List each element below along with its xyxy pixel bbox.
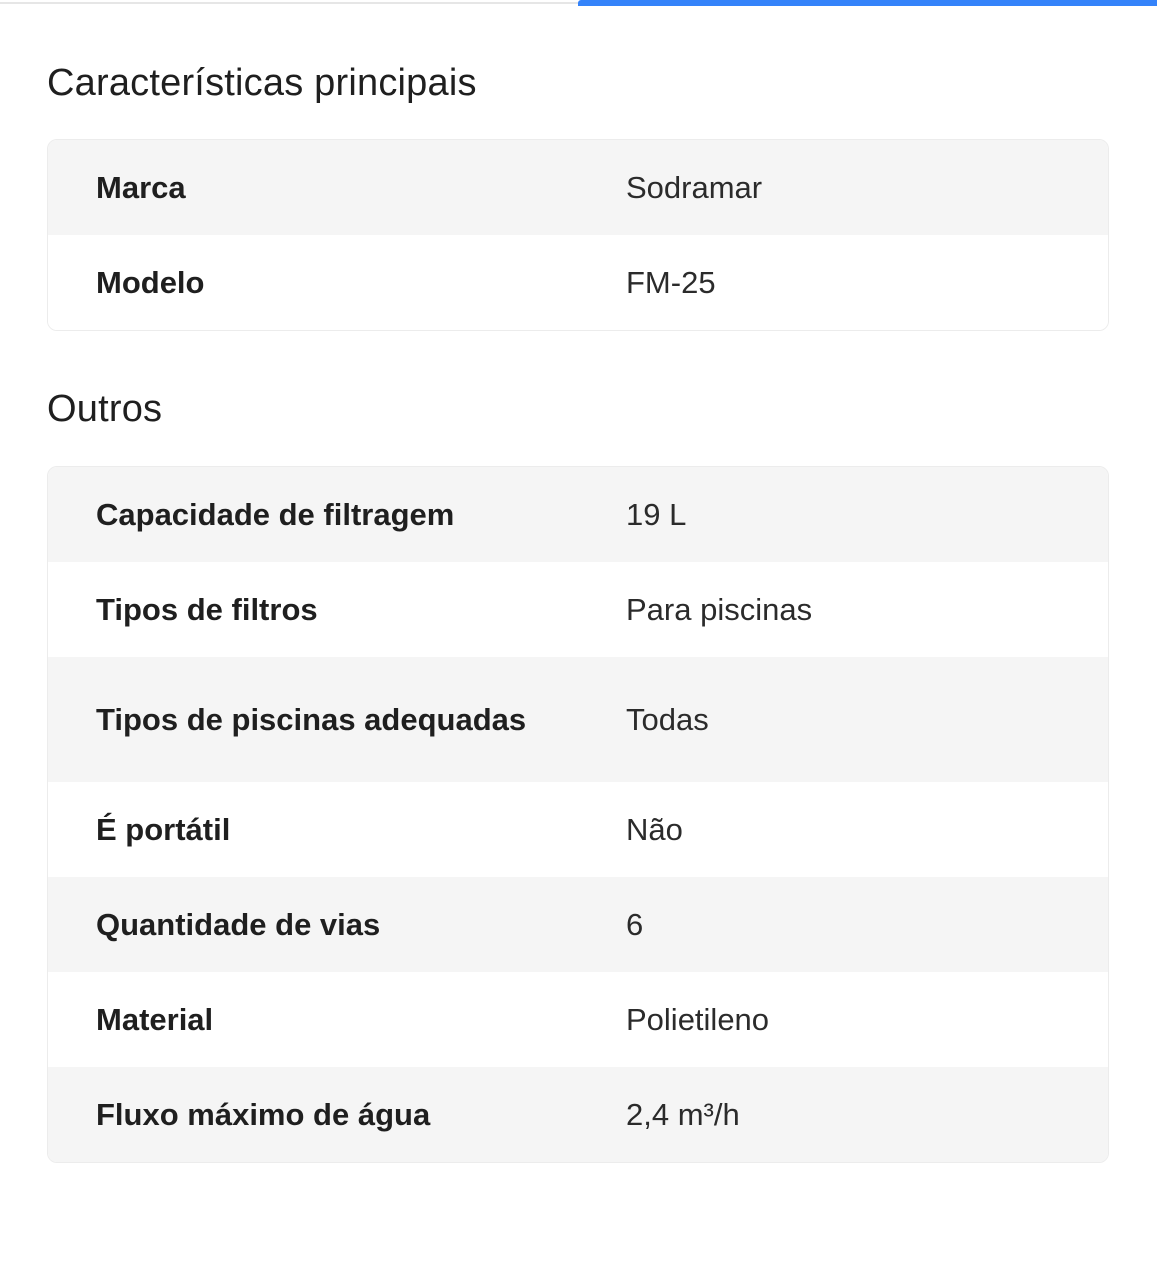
table-row xyxy=(48,562,1108,657)
spec-value: 6 xyxy=(626,907,644,942)
spec-label: Tipos de filtros xyxy=(96,592,318,627)
spec-value: Não xyxy=(626,812,683,847)
spec-label: Tipos de piscinas adequadas xyxy=(96,702,527,737)
other-features-table xyxy=(47,466,1109,1163)
progress-track xyxy=(0,2,578,4)
spec-label: Quantidade de vias xyxy=(96,907,381,942)
spec-value: 2,4 m³/h xyxy=(626,1097,740,1132)
spec-value: Sodramar xyxy=(626,170,763,205)
spec-value: 19 L xyxy=(626,497,687,532)
section-title-main-features: Características principais xyxy=(47,62,477,104)
table-row xyxy=(48,467,1108,562)
spec-value: Polietileno xyxy=(626,1002,770,1037)
spec-label: Material xyxy=(96,1002,214,1037)
main-features-table xyxy=(47,139,1109,331)
table-row xyxy=(48,782,1108,877)
table-row xyxy=(48,140,1108,235)
tab-progress-bar xyxy=(0,0,1157,6)
spec-label: É portátil xyxy=(96,812,231,847)
spec-label: Capacidade de filtragem xyxy=(96,497,455,532)
table-row xyxy=(48,235,1108,330)
progress-active-segment xyxy=(578,0,1157,6)
table-row xyxy=(48,657,1108,782)
spec-value: Para piscinas xyxy=(626,592,813,627)
section-title-other: Outros xyxy=(47,388,163,430)
spec-label: Fluxo máximo de água xyxy=(96,1097,431,1132)
table-row xyxy=(48,972,1108,1067)
table-row xyxy=(48,1067,1108,1162)
spec-value: Todas xyxy=(626,702,709,737)
table-row xyxy=(48,877,1108,972)
spec-value: FM-25 xyxy=(626,265,716,300)
spec-label: Marca xyxy=(96,170,186,205)
spec-label: Modelo xyxy=(96,265,205,300)
